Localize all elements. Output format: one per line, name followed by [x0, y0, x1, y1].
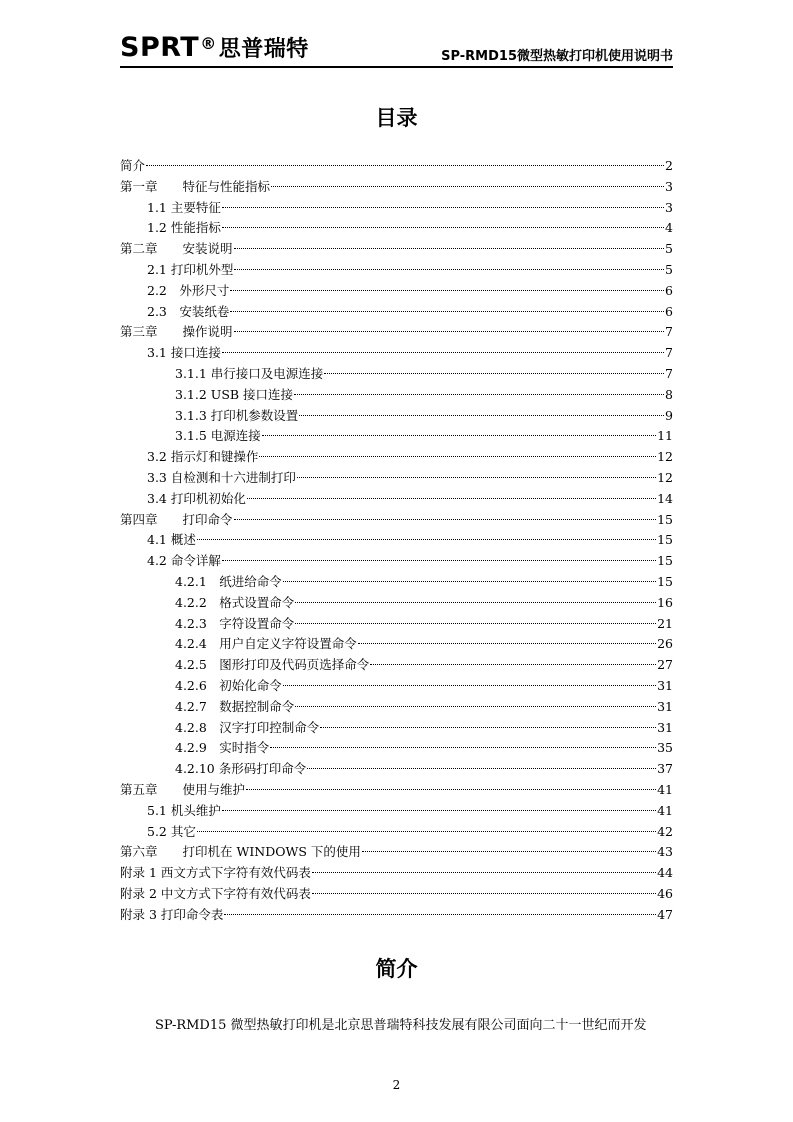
toc-entry[interactable] [120, 385, 673, 406]
toc-dot-leader [283, 580, 656, 582]
toc-entry-label: 第二章 安装说明 [120, 241, 233, 257]
toc-dot-leader [295, 601, 656, 603]
toc-entry-label: 3.1.2 USB 接口连接 [175, 386, 294, 402]
toc-entry-label: 3.2 指示灯和键操作 [147, 449, 259, 465]
toc-dot-leader [283, 684, 656, 686]
toc-dot-leader [294, 393, 664, 395]
toc-entry[interactable] [120, 863, 673, 884]
brand-text: SPRT [120, 32, 200, 63]
toc-entry-label: 4.2.7 数据控制命令 [175, 698, 295, 714]
toc-dot-leader [297, 476, 656, 478]
toc-entry-page: 15 [657, 553, 673, 569]
toc-dot-leader [234, 247, 665, 249]
toc-dot-leader [230, 310, 664, 312]
toc-entry[interactable] [120, 572, 673, 593]
toc-entry-label: 第三章 操作说明 [120, 324, 233, 340]
toc-entry-page: 5 [665, 241, 673, 257]
toc-entry-label: 附录 2 中文方式下字符有效代码表 [120, 885, 311, 901]
toc-entry-page: 7 [665, 345, 673, 361]
toc-entry-label: 4.2.8 汉字打印控制命令 [175, 719, 320, 735]
toc-entry-page: 12 [657, 449, 673, 465]
toc-dot-leader [271, 185, 664, 187]
toc-entry[interactable] [120, 156, 673, 177]
toc-dot-leader [324, 372, 664, 374]
toc-entry[interactable] [120, 551, 673, 572]
toc-entry[interactable] [120, 281, 673, 302]
toc-entry-page: 2 [665, 158, 673, 173]
toc-entry[interactable] [120, 822, 673, 843]
toc-entry[interactable] [120, 655, 673, 676]
toc-entry-page: 5 [665, 261, 673, 277]
toc-entry-page: 42 [657, 823, 673, 839]
toc-entry-label: 3.1.3 打印机参数设置 [175, 407, 299, 423]
intro-paragraph: SP-RMD15 微型热敏打印机是北京思普瑞特科技发展有限公司面向二十一世纪而开发 [155, 1018, 647, 1033]
toc-entry[interactable] [120, 426, 673, 447]
registered-mark: ® [200, 34, 217, 53]
toc-entry-label: 4.2.3 字符设置命令 [175, 615, 295, 631]
toc-entry[interactable] [120, 614, 673, 635]
toc-entry[interactable] [120, 302, 673, 323]
toc-entry-page: 7 [665, 365, 673, 381]
toc-dot-leader [320, 726, 656, 728]
toc-entry-page: 31 [657, 698, 673, 714]
toc-dot-leader [246, 788, 656, 790]
toc-entry-page: 7 [665, 324, 673, 340]
toc-entry[interactable] [120, 634, 673, 655]
toc-entry-page: 35 [657, 740, 673, 756]
brand-chinese-name: 思普瑞特 [218, 37, 309, 62]
toc-entry-page: 46 [657, 885, 673, 901]
toc-entry-page: 3 [665, 178, 673, 194]
toc-entry[interactable] [120, 343, 673, 364]
toc-entry-label: 3.1.1 串行接口及电源连接 [175, 365, 324, 381]
toc-dot-leader [222, 809, 656, 811]
toc-entry-label: 第四章 打印命令 [120, 511, 233, 527]
toc-entry[interactable] [120, 447, 673, 468]
page-number: 2 [392, 1078, 401, 1092]
toc-entry[interactable] [120, 676, 673, 697]
toc-dot-leader [197, 538, 656, 540]
toc-entry[interactable] [120, 364, 673, 385]
toc-entry-label: 第六章 打印机在 WINDOWS 下的使用 [120, 844, 361, 860]
toc-entry-page: 14 [657, 490, 673, 506]
toc-entry-page: 37 [657, 761, 673, 777]
toc-entry-page: 4 [665, 220, 673, 236]
toc-entry[interactable] [120, 738, 673, 759]
toc-entry[interactable] [120, 239, 673, 260]
toc-dot-leader [259, 455, 656, 457]
toc-entry[interactable] [120, 406, 673, 427]
toc-entry-label: 5.1 机头维护 [147, 802, 221, 818]
toc-entry[interactable] [120, 489, 673, 510]
toc-entry-page: 16 [657, 594, 673, 610]
toc-entry-page: 31 [657, 719, 673, 735]
toc-dot-leader [234, 268, 664, 270]
toc-entry-label: 附录 3 打印命令表 [120, 906, 224, 922]
toc-entry-label: 4.2.5 图形打印及代码页选择命令 [175, 657, 370, 673]
toc-dot-leader [234, 330, 665, 332]
toc-dot-leader [247, 497, 656, 499]
toc-entry-label: 2.3 安装纸卷 [147, 303, 230, 319]
toc-entry[interactable] [120, 218, 673, 239]
intro-heading: 简介 [375, 957, 418, 981]
toc-entry-page: 26 [657, 636, 673, 652]
toc-entry-label: 5.2 其它 [147, 823, 196, 839]
toc-entry-page: 31 [657, 677, 673, 693]
toc-entry-page: 27 [657, 657, 673, 673]
toc-entry[interactable] [120, 884, 673, 905]
toc-entry[interactable] [120, 801, 673, 822]
toc-entry[interactable] [120, 842, 673, 863]
toc-entry[interactable] [120, 593, 673, 614]
toc-entry[interactable] [120, 198, 673, 219]
toc-dot-leader [222, 351, 664, 353]
toc-entry[interactable] [120, 530, 673, 551]
toc-entry[interactable] [120, 759, 673, 780]
toc-entry[interactable] [120, 510, 673, 531]
toc-dot-leader [230, 289, 664, 291]
toc-dot-leader [295, 622, 656, 624]
toc-entry-page: 11 [657, 428, 673, 444]
toc-entry-page: 12 [657, 469, 673, 485]
toc-entry-label: 3.1 接口连接 [147, 345, 221, 361]
toc-entry-page: 47 [657, 906, 673, 922]
toc-entry-label: 3.4 打印机初始化 [147, 490, 246, 506]
toc-entry-page: 43 [657, 844, 673, 860]
toc-dot-leader [146, 164, 664, 166]
toc-entry[interactable] [120, 905, 673, 926]
toc-entry-label: 1.1 主要特征 [147, 199, 221, 215]
brand-logo [120, 30, 309, 68]
toc-entry-page: 41 [657, 781, 673, 797]
toc-dot-leader [358, 642, 656, 644]
toc-entry[interactable] [120, 718, 673, 739]
toc-entry-label: 4.2.2 格式设置命令 [175, 594, 295, 610]
document-title: SP-RMD15微型热敏打印机使用说明书 [441, 49, 673, 64]
toc-entry-page: 6 [665, 303, 673, 319]
toc-entry-page: 8 [665, 386, 673, 402]
toc-entry-label: 4.1 概述 [147, 532, 196, 548]
toc-entry-label: 3.3 自检测和十六进制打印 [147, 469, 296, 485]
toc-entry-page: 44 [657, 865, 673, 881]
toc-dot-leader [222, 206, 664, 208]
toc-dot-leader [262, 434, 656, 436]
toc-entry-label: 4.2.6 初始化命令 [175, 677, 282, 693]
toc-dot-leader [295, 705, 656, 707]
toc-entry[interactable] [120, 322, 673, 343]
toc-entry[interactable] [120, 468, 673, 489]
table-of-contents [120, 156, 673, 925]
toc-entry-page: 9 [665, 407, 673, 423]
toc-dot-leader [362, 850, 656, 852]
toc-entry[interactable] [120, 260, 673, 281]
toc-entry-label: 简介 [120, 158, 146, 173]
toc-entry[interactable] [120, 780, 673, 801]
toc-entry-label: 4.2.4 用户自定义字符设置命令 [175, 636, 357, 652]
toc-entry-label: 3.1.5 电源连接 [175, 428, 261, 444]
toc-dot-leader [197, 830, 656, 832]
toc-entry-page: 41 [657, 802, 673, 818]
toc-dot-leader [224, 913, 656, 915]
toc-entry-label: 第五章 使用与维护 [120, 781, 246, 797]
toc-entry-label: 4.2.9 实时指令 [175, 740, 270, 756]
toc-entry-page: 15 [657, 573, 673, 589]
toc-entry-page: 15 [657, 532, 673, 548]
toc-entry-label: 4.2.10 条形码打印命令 [175, 761, 307, 777]
toc-entry-page: 21 [657, 615, 673, 631]
toc-entry-label: 4.2.1 纸进给命令 [175, 573, 282, 589]
toc-heading: 目录 [375, 106, 418, 130]
toc-entry-page: 6 [665, 282, 673, 298]
toc-entry-label: 4.2 命令详解 [147, 553, 221, 569]
toc-entry-label: 附录 1 西文方式下字符有效代码表 [120, 865, 311, 881]
toc-dot-leader [234, 518, 657, 520]
toc-dot-leader [370, 663, 656, 665]
toc-entry-label: 2.1 打印机外型 [147, 261, 234, 277]
toc-entry-label: 2.2 外形尺寸 [147, 282, 230, 298]
toc-dot-leader [270, 746, 656, 748]
toc-dot-leader [222, 559, 656, 561]
toc-dot-leader [307, 767, 656, 769]
toc-entry[interactable] [120, 697, 673, 718]
toc-dot-leader [222, 226, 664, 228]
toc-entry-page: 15 [657, 511, 673, 527]
toc-entry[interactable] [120, 177, 673, 198]
toc-dot-leader [312, 871, 656, 873]
toc-dot-leader [312, 892, 656, 894]
toc-dot-leader [299, 414, 664, 416]
page-header [120, 30, 673, 68]
toc-entry-page: 3 [665, 199, 673, 215]
toc-entry-label: 第一章 特征与性能指标 [120, 178, 271, 194]
toc-entry-label: 1.2 性能指标 [147, 220, 221, 236]
